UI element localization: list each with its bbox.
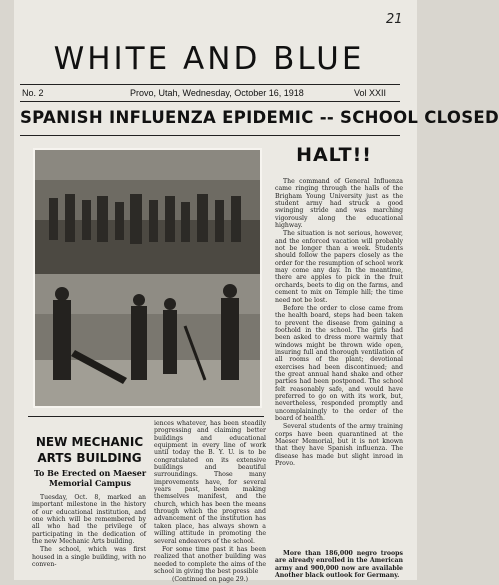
continued-note: (Continued on page 29.) [171,576,249,584]
influenza-article [275,178,403,468]
page-number: 21 [386,12,403,27]
mechanic-arts-subhead: To Be Erected on Maeser Memorial Campus [33,468,147,488]
photo-rule [28,416,264,417]
groundbreaking-photo [33,148,262,408]
influenza-paragraph: Before the order to close came from the health board, steps had been taken to prevent the disease from gaining a foothold in the school. The girls had been asked to dress more warmly that windows might be thrown wide open, insuring full and thorough ventilation of all rooms of the plant; devotional exercises had been discontinued; and the great annual hand shake and other parties had been postponed. The school felt reasonably safe, and would have preferred to go on with its work, but, nevertheless, responded promptly and uncomplainingly to the order of the board of health. [275,304,403,422]
mechanic-paragraph: For some time past it has been realized that another building was needed to complete the aims of the school in giving the best possible [154,545,266,575]
troops-note [275,550,403,580]
halt-headline: HALT!! [296,144,372,166]
influenza-paragraph: The situation is not serious, however, and the enforced vacation will probably not be longer than a week. Students should follow the papers closely as the order for the resumption of school work may come any day. In the meantime, there are apples to pick in the fruit orchards, beets to dig on the farms, and cement to mix on Temple hill; the time need not be lost. [275,230,403,304]
mechanic-paragraph: Tuesday, Oct. 8, marked an important milestone in the history of our educational institution, and one which will be remembered by all who had the privilege of participating in the dedication of the new Mechanic Arts building. [32,494,146,546]
masthead-rule-bottom [20,101,400,102]
place-date: Provo, Utah, Wednesday, October 16, 1918 [130,88,304,98]
photo-image [35,150,260,406]
mechanic-article-left [32,494,146,569]
masthead-title: WHITE AND BLUE [53,41,365,77]
mechanic-arts-headline: NEW MECHANIC ARTS BUILDING [35,435,144,465]
mechanic-article-middle [154,420,266,585]
newspaper-page [14,0,499,584]
volume-number: Vol XXII [354,88,387,98]
mechanic-paragraph: The school, which was first housed in a single building, with no conven- [32,546,146,569]
headline-rule [20,135,400,136]
issue-number: No. 2 [22,88,44,98]
influenza-paragraph: The command of General Influenza came ringing through the halls of the Brigham Young University just as the student army had struck a good swinging stride and was marching vigorously along the educational highway. [275,178,403,230]
dateline [22,88,400,102]
troops-note-text: More than 186,000 negro troops are already enrolled in the American army and 900,000 now are available Another black outlook for Germany. [275,550,403,580]
masthead-rule-top [20,84,400,85]
mechanic-paragraph: iences whatever, has been steadily progressing and claiming better buildings and educational equipment in every line of work until today the B. Y. U. is to be congratulated on its extensive buildings and beautiful surroundings. Those many improvements have, for several years past, been making themselves manifest, and the church, which has been the means through which the progress and advancement of the institution has taken place, has always shown a willing attitude in promoting the several endeavors of the school. [154,420,266,545]
main-headline: SPANISH INFLUENZA EPIDEMIC -- SCHOOL CLOSED [20,108,499,127]
influenza-paragraph: Several students of the army training corps have been quarantined at the Maeser Memorial, but it is not known that they have Spanish influenza. The disease has made but slight inroad in Provo. [275,423,403,468]
